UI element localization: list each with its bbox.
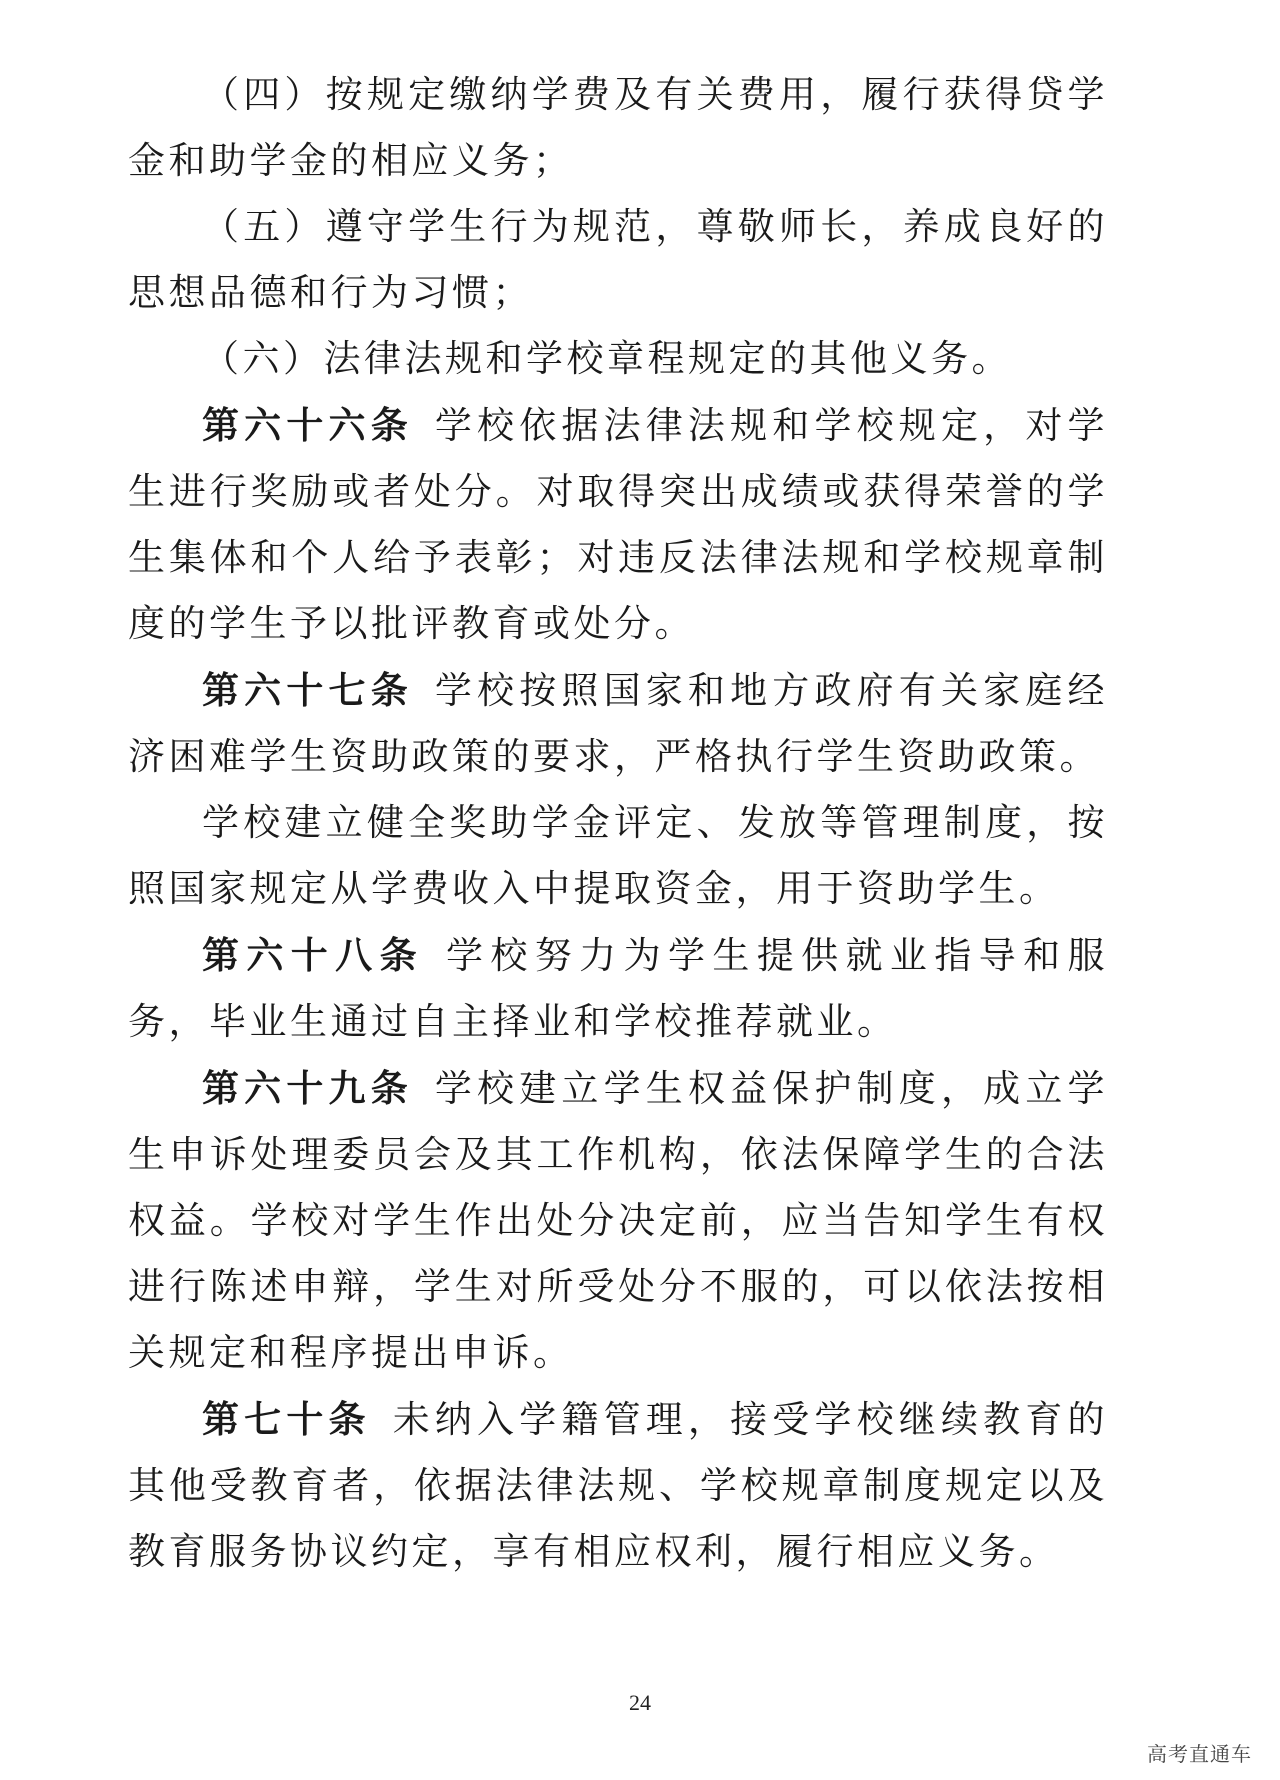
article-heading: 第六十八条	[202, 933, 424, 977]
paragraph-text: 学校建立学生权益保护制度，成立学生申诉处理委员会及其工作机构，依法保障学生的合法权益。学校对学生作出处分决定前，应当告知学生有权进行陈述申辩，学生对所受处分不服的，可以依法按相关规定和程序提出申诉。	[128, 1067, 1108, 1374]
watermark-text: 高考直通车	[1147, 1742, 1252, 1766]
paragraph-text: （六）法律法规和学校章程规定的其他义务。	[202, 337, 1012, 380]
document-body	[128, 62, 1108, 1585]
paragraph-text: 学校努力为学生提供就业指导和服务，毕业生通过自主择业和学校推荐就业。	[128, 934, 1109, 1043]
page-number: 24	[629, 1690, 651, 1715]
article-heading: 第六十六条	[202, 403, 413, 447]
paragraph-item-5	[128, 194, 1108, 326]
paragraph-text: （五）遵守学生行为规范，尊敬师长，养成良好的思想品德和行为习惯；	[128, 205, 1108, 314]
article-66	[128, 392, 1108, 657]
paragraph-text: 学校建立健全奖助学金评定、发放等管理制度，按照国家规定从学费收入中提取资金，用于资助学生。	[128, 801, 1108, 910]
paragraph-text: 学校按照国家和地方政府有关家庭经济困难学生资助政策的要求，严格执行学生资助政策。	[128, 669, 1108, 778]
article-67-paragraph-2	[128, 790, 1108, 922]
paragraph-item-4	[128, 62, 1108, 194]
paragraph-item-6	[128, 326, 1108, 392]
article-heading: 第六十九条	[202, 1066, 413, 1110]
article-67	[128, 657, 1108, 790]
article-69	[128, 1055, 1108, 1386]
paragraph-text: 未纳入学籍管理，接受学校继续教育的其他受教育者，依据法律法规、学校规章制度规定以及教育服务协议约定，享有相应权利，履行相应义务。	[128, 1398, 1109, 1573]
article-heading: 第七十条	[202, 1397, 371, 1441]
paragraph-text: 学校依据法律法规和学校规定，对学生进行奖励或者处分。对取得突出成绩或获得荣誉的学生集体和个人给予表彰；对违反法律法规和学校规章制度的学生予以批评教育或处分。	[128, 404, 1108, 645]
article-70	[128, 1386, 1108, 1585]
article-68	[128, 922, 1108, 1055]
article-heading: 第六十七条	[202, 668, 413, 712]
paragraph-text: （四）按规定缴纳学费及有关费用，履行获得贷学金和助学金的相应义务；	[128, 73, 1108, 182]
